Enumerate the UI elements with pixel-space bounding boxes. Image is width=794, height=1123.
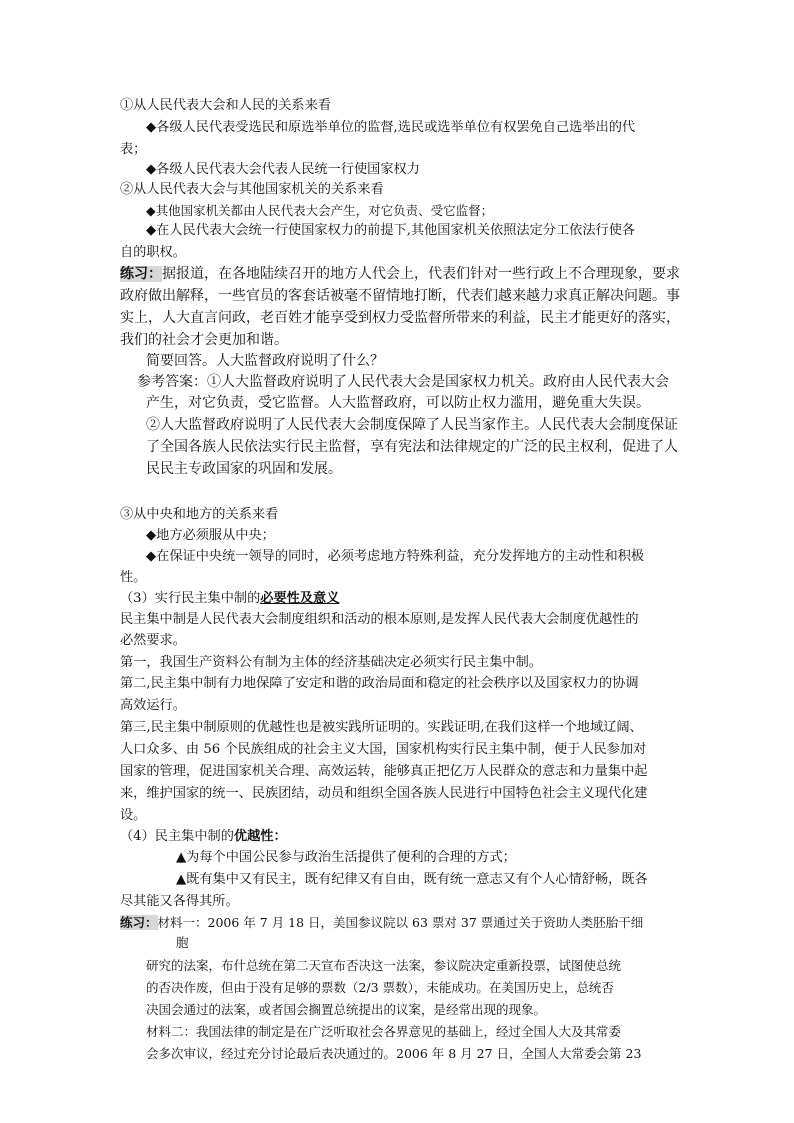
text-line: 第二,民主集中制有力地保障了安定和谐的政治局面和稳定的社会秩序以及国家权力的协调 — [120, 676, 639, 691]
answer-line: 了全国各族人民依法实行民主监督，享有宪法和法律规定的广泛的民主权利，促进了人 — [146, 439, 678, 455]
section-heading-4 — [120, 588, 680, 610]
answer-line: 民民主专政国家的巩固和发展。 — [146, 461, 342, 477]
section-heading-5 — [120, 826, 680, 848]
exercise-paragraph — [120, 912, 680, 934]
text-line: 民主集中制是人民代表大会制度组织和活动的根本原则,是发挥人民代表大会制度优越性的 — [120, 612, 639, 627]
text-line: 第三,民主集中制原则的优越性也是被实践所证明的。实践证明,在我们这样一个地域辽阔、 — [120, 720, 643, 735]
text-line: 决国会通过的法案，或者国会搁置总统提出的议案，是经常出现的现象。 — [146, 1002, 547, 1017]
text-line: 政府做出解释，一些官员的客套话被毫不留情地打断，代表们越来越力求真正解决问题。事 — [120, 288, 680, 304]
exercise-paragraph — [120, 263, 680, 285]
answer-line: 参考答案：①人大监督政府说明了人民代表大会是国家权力机关。政府由人民代表大会 — [137, 374, 669, 390]
bullet-item: ◆在保证中央统一领导的同时，必须考虑地方特殊利益，充分发挥地方的主动性和积极 — [146, 549, 645, 564]
text-line: 实上，人大直言问政，老百姓才能享受到权力受监督所带来的利益，民主才能更好的落实， — [120, 310, 680, 326]
text-line: 国家的管理，促进国家机关合理、高效运转，能够真正把亿万人民群众的意志和力量集中起 — [120, 764, 648, 779]
text-line: 高效运行。 — [120, 698, 186, 713]
text-line: 研究的法案，布什总统在第二天宣布否决这一法案，参议院决定重新投票，试图使总统 — [146, 958, 622, 973]
text-line: 材料一：2006 年 7 月 18 日，美国参议院以 63 票对 37 票通过关于资助人类胚胎干细 — [157, 915, 644, 930]
heading-emphasis: 优越性： — [233, 829, 287, 844]
bullet-item: ◆各级人民代表大会代表人民统一行使国家权力 — [146, 162, 420, 177]
text-line: 尽其能又各得其所。 — [120, 894, 239, 909]
exercise-label: 练习： — [120, 915, 158, 930]
bullet-item: ◆其他国家机关都由人民代表大会产生，对它负责、受它监督； — [146, 203, 494, 218]
text-line: 设。 — [120, 808, 147, 823]
answer-line: 产生，对它负责，受它监督。人大监督政府，可以防止权力滥用，避免重大失误。 — [146, 395, 650, 411]
text-line: 来，维护国家的统一、民族团结，动员和组织全国各族人民进行中国特色社会主义现代化建 — [120, 786, 648, 801]
bullet-item: ◆在人民代表大会统一行使国家权力的前提下,其他国家机关依照法定分工依法行使各 — [146, 223, 636, 238]
triangle-item: ▲既有集中又有民主，既有纪律又有自由，既有统一意志又有个人心情舒畅，既各 — [176, 872, 648, 887]
text-line: 会多次审议，经过充分讨论最后表决通过的。2006 年 8 月 27 日，全国人大常委会第 23 — [146, 1046, 642, 1061]
text-line: 表； — [120, 142, 147, 157]
text-line: 材料二：我国法律的制定是在广泛听取社会各界意见的基础上，经过全国人大及其常委 — [146, 1024, 622, 1039]
text-line: 人口众多、由 56 个民族组成的社会主义大国，国家机构实行民主集中制，便于人民参加对 — [120, 742, 647, 757]
text-line: 性。 — [120, 570, 147, 585]
exercise-label: 练习： — [120, 266, 162, 282]
heading-text: （4）民主集中制的 — [120, 829, 234, 844]
text-line: 必然要求。 — [120, 633, 186, 648]
text-line: 的否决作废，但由于没有足够的票数（2/3 票数），未能成功。在美国历史上，总统否 — [146, 980, 614, 995]
text-line: 我们的社会才会更加和谐。 — [120, 332, 288, 348]
heading-text: （3）实行民主集中制的 — [120, 591, 261, 606]
heading-emphasis: 必要性及意义 — [260, 591, 340, 606]
answer-line: ②人大监督政府说明了人民代表大会制度保障了人民当家作主。人民代表大会制度保证 — [146, 417, 678, 433]
text-line: 第一，我国生产资料公有制为主体的经济基础决定必须实行民主集中制。 — [120, 655, 542, 670]
text-line: 自的职权。 — [120, 245, 186, 260]
text-line: 据报道，在各地陆续召开的地方人代会上，代表们针对一些行政上不合理现象，要求 — [162, 266, 680, 282]
section-heading-1: ①从人民代表大会和人民的关系来看 — [120, 98, 331, 113]
section-heading-3: ③从中央和地方的关系来看 — [120, 507, 279, 522]
bullet-item: ◆地方必须服从中央； — [146, 528, 275, 543]
question-line: 简要回答。人大监督政府说明了什么？ — [146, 353, 384, 369]
section-heading-2: ②从人民代表大会与其他国家机关的关系来看 — [120, 182, 384, 197]
triangle-item: ▲为每个中国公民参与政治生活提供了便利的合理的方式； — [176, 850, 516, 865]
bullet-item: ◆各级人民代表受选民和原选举单位的监督,选民或选举单位有权罢免自己选举出的代 — [146, 120, 636, 135]
text-line: 胞 — [176, 935, 189, 950]
